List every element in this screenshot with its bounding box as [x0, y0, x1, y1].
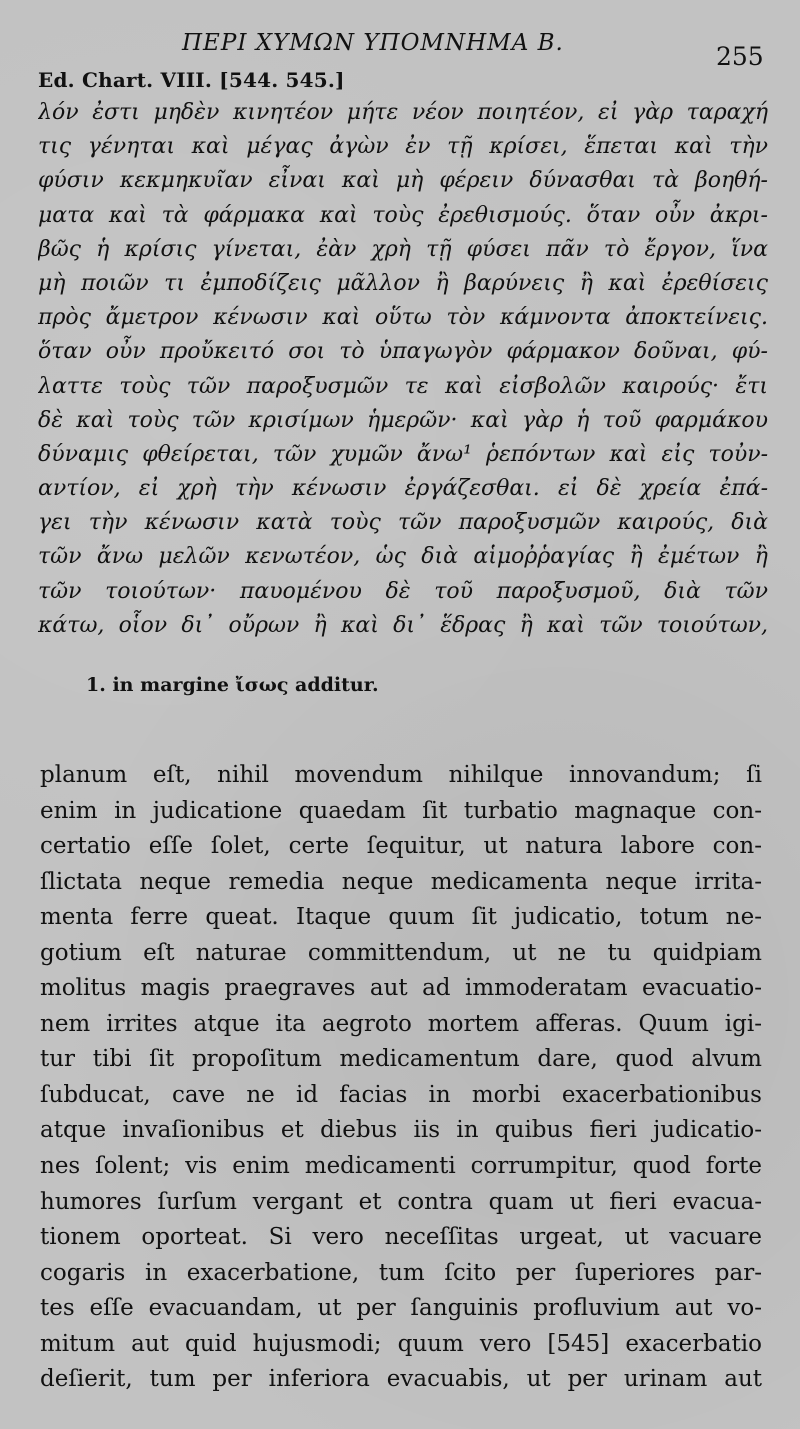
latin-line: certatio eſſe ſolet, certe ſequitur, ut natura labore con- — [40, 833, 762, 860]
greek-line: δὲ καὶ τοὺς τῶν κρισίμων ἡμερῶν· καὶ γὰρ ἡ τοῦ φαρμάκου — [38, 407, 768, 433]
greek-line: πρὸς ἄμετρον κένωσιν καὶ οὕτω τὸν κάμνοντα ἀποκτείνεις. — [38, 305, 768, 331]
greek-line: τῶν τοιούτων· παυομένου δὲ τοῦ παροξυσμοῦ, διὰ τῶν — [38, 578, 768, 604]
greek-line: αντίον, εἰ χρὴ τὴν κένωσιν ἐργάζεσθαι. εἰ δὲ χρεία ἐπά- — [38, 476, 768, 502]
greek-line: λόν ἐστι μηδὲν κινητέον μήτε νέον ποιητέον, εἰ γὰρ ταραχή — [38, 100, 768, 125]
latin-text — [40, 758, 762, 1398]
latin-line: nem irrites atque ita aegroto mortem afferas. Quum igi- — [40, 1010, 762, 1037]
latin-line: gotium eſt naturae committendum, ut ne tu quidpiam — [40, 939, 762, 966]
latin-line: tur tibi ſit propoſitum medicamentum dare, quod alvum — [40, 1046, 762, 1073]
greek-line: κάτω, οἷον δι᾽ οὔρων ἢ καὶ δι᾽ ἕδρας ἢ καὶ τῶν τοιούτων, — [38, 612, 768, 638]
latin-line: humores ſurſum vergant et contra quam ut fieri evacua- — [40, 1188, 762, 1215]
latin-line: ſubducat, cave ne id facias in morbi exacerbationibus — [40, 1081, 762, 1108]
latin-line: ſlictata neque remedia neque medicamenta neque irrita- — [40, 868, 762, 895]
greek-line: βῶς ἡ κρίσις γίνεται, ἐὰν χρὴ τῇ φύσει πᾶν τὸ ἔργον, ἵνα — [38, 236, 768, 262]
greek-line: τις γένηται καὶ μέγας ἀγὼν ἐν τῇ κρίσει, ἕπεται καὶ τὴν — [38, 134, 768, 160]
greek-line: ματα καὶ τὰ φάρμακα καὶ τοὺς ἐρεθισμούς. ὅταν οὖν ἀκρι- — [38, 202, 768, 228]
greek-line: τῶν ἄνω μελῶν κενωτέον, ὡς διὰ αἱμοῤῥαγίας ἢ ἐμέτων ἢ — [38, 544, 768, 570]
greek-text — [38, 96, 768, 643]
greek-line: φύσιν κεκμηκυῖαν εἶναι καὶ μὴ φέρειν δύνασθαι τὰ βοηθή- — [38, 168, 768, 194]
latin-line: tionem oporteat. Si vero neceſſitas urgeat, ut vacuare — [40, 1224, 762, 1251]
latin-line: molitus magis praegraves aut ad immoderatam evacuatio- — [40, 975, 762, 1002]
latin-line: cogaris in exacerbatione, tum ſcito per ſuperiores par- — [40, 1259, 762, 1286]
latin-line: atque invaſionibus et diebus iis in quibus fieri judicatio- — [40, 1117, 762, 1144]
greek-line: δύναμις φθείρεται, τῶν χυμῶν ἄνω¹ ῥεπόντων καὶ εἰς τοὐν- — [38, 441, 768, 467]
footnote: 1. in margine ἴσως additur. — [86, 674, 379, 696]
latin-line: tes eſſe evacuandam, ut per ſanguinis profluvium aut vo- — [40, 1295, 762, 1322]
page-number: 255 — [716, 42, 764, 71]
greek-line: γει τὴν κένωσιν κατὰ τοὺς τῶν παροξυσμῶν καιρούς, διὰ — [38, 510, 768, 536]
greek-line: μὴ ποιῶν τι ἐμποδίζεις μᾶλλον ἢ βαρύνεις ἢ καὶ ἐρεθίσεις — [38, 270, 768, 296]
latin-line: enim in judicatione quaedam ſit turbatio magnaque con- — [40, 797, 762, 824]
greek-line: ὅταν οὖν προὔκειτό σοι τὸ ὑπαγωγὸν φάρμακον δοῦναι, φύ- — [38, 339, 768, 365]
latin-line: mitum aut quid hujusmodi; quum vero [545] exacerbatio — [40, 1330, 762, 1357]
latin-line: nes ſolent; vis enim medicamenti corrumpitur, quod forte — [40, 1153, 762, 1180]
greek-line: λαττε τοὺς τῶν παροξυσμῶν τε καὶ εἰσβολῶν καιρούς· ἔτι — [38, 373, 768, 399]
running-head: ΠΕΡΙ ΧΥΜΩΝ ΥΠΟΜΝΗΜΑ Β. — [182, 30, 564, 56]
edition-reference: Ed. Chart. VIII. [544. 545.] — [38, 68, 345, 92]
latin-line: menta ferre queat. Itaque quum ſit judicatio, totum ne- — [40, 904, 762, 931]
latin-line: deſierit, tum per inferiora evacuabis, ut per urinam aut — [40, 1366, 762, 1393]
latin-line: planum eſt, nihil movendum nihilque innovandum; ſi — [40, 762, 762, 788]
